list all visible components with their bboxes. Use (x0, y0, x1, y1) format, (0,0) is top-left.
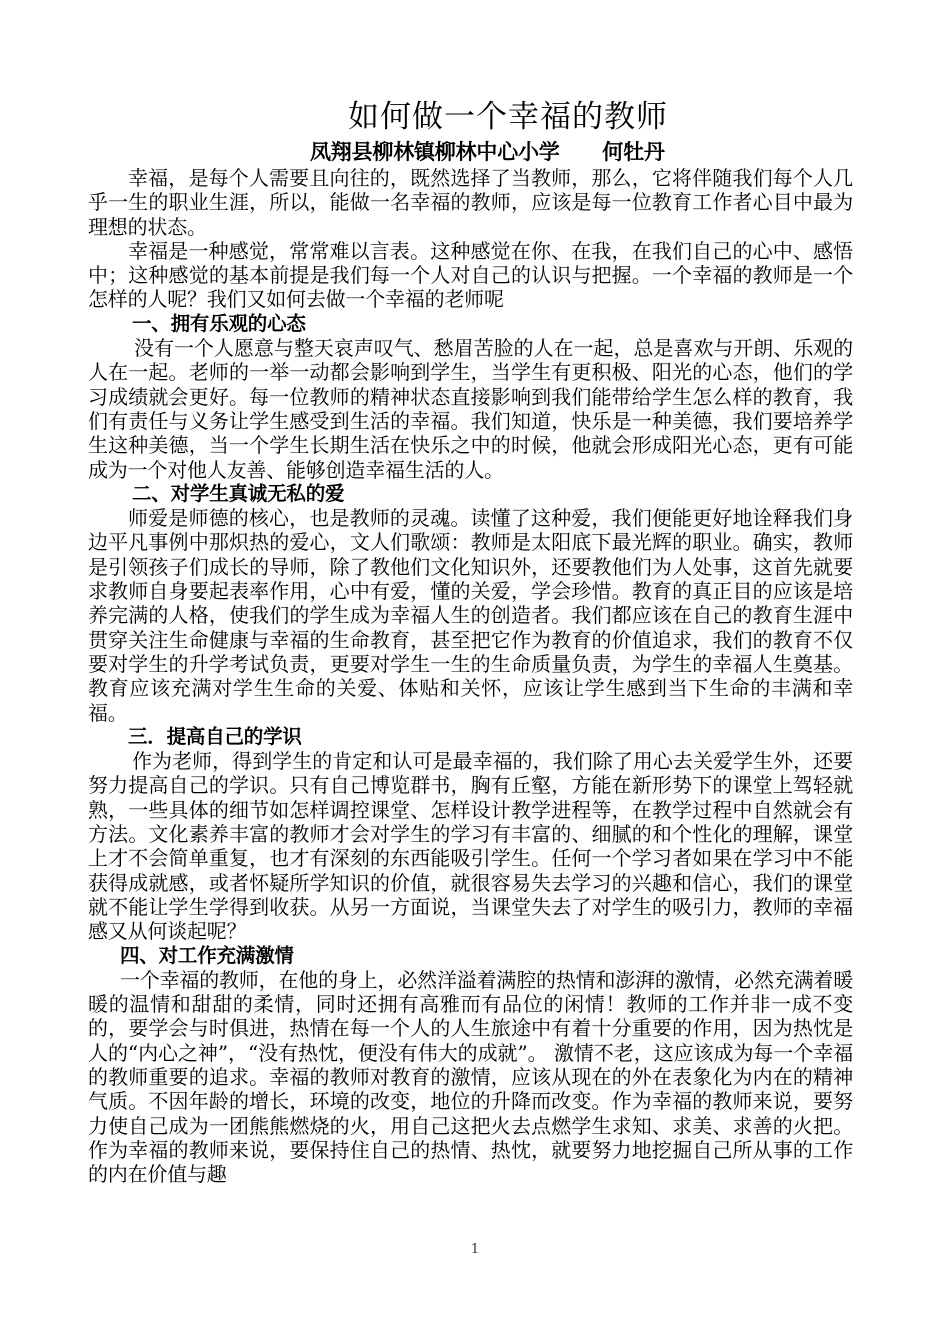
document-title: 如何做一个幸福的教师 (348, 99, 668, 135)
author-line: 凤翔县柳林镇柳林中心小学 何牡丹 (310, 140, 665, 164)
section-heading: 二、对学生真诚无私的爱 (132, 481, 345, 505)
document-body (88, 96, 853, 1186)
section-heading: 一、拥有乐观的心态 (132, 311, 306, 335)
section-heading: 四、对工作充满激情 (120, 943, 294, 967)
intro-paragraph: 幸福，是每个人需要且向往的，既然选择了当教师，那么，它将伴随我们每个人几乎一生的职业生涯，所以，能做一名幸福的教师，应该是每一位教育工作者心目中最为理想的状态。 (88, 166, 853, 239)
section-paragraph: 一个幸福的教师，在他的身上，必然洋溢着满腔的热情和澎湃的激情，必然充满着暖暖的温情和甜甜的柔情，同时还拥有高雅而有品位的闲情！教师的工作并非一成不变的，要学会与时俱进，热情在每一个人的人生旅途中有着十分重要的作用，因为热忱是人的“内心之神”，“没有热忱，便没有伟大的成就”。 激情不老，这应该成为每一个幸福的教师重要的追求。幸福的教师对教育的激情，应该从现在的外在表象化为内在的精神气质。不因年龄的增长，环境的改变，地位的升降而改变。作为幸福的教师来说，要努力使自己成为一团熊熊燃烧的火，用自己这把火去点燃学生求知、求美、求善的火把。作为幸福的教师来说，要保持住自己的热情、热忱，就要努力地挖掘自己所从事的工作的内在价值与趣 (88, 967, 853, 1187)
page-number: 1 (470, 1242, 480, 1257)
section-paragraph: 作为老师，得到学生的肯定和认可是最幸福的，我们除了用心去关爱学生外，还要努力提高自己的学识。只有自己博览群书，胸有丘壑，方能在新形势下的课堂上驾轻就熟，一些具体的细节如怎样调控课堂、怎样设计教学进程等，在教学过程中自然就会有方法。文化素养丰富的教师才会对学生的学习有丰富的、细腻的和个性化的理解，课堂上才不会简单重复，也才有深刻的东西能吸引学生。任何一个学习者如果在学习中不能获得成就感，或者怀疑所学知识的价值，就很容易失去学习的兴趣和信心，我们的课堂就不能让学生学得到收获。从另一方面说，当课堂失去了对学生的吸引力，教师的幸福感又从何谈起呢？ (88, 749, 853, 944)
section-paragraph: 没有一个人愿意与整天哀声叹气、愁眉苦脸的人在一起，总是喜欢与开朗、乐观的人在一起。老师的一举一动都会影响到学生，当学生有更积极、阳光的心态，他们的学习成绩就会更好。每一位教师的精神状态直接影响到我们能带给学生怎么样的教育，我们有责任与义务让学生感受到生活的幸福。我们知道，快乐是一种美德，我们要培养学生这种美德，当一个学生长期生活在快乐之中的时候，他就会形成阳光心态，更有可能成为一个对他人友善、能够创造幸福生活的人。 (88, 336, 853, 482)
intro-paragraph: 幸福是一种感觉，常常难以言表。这种感觉在你、在我，在我们自己的心中、感悟中；这种感觉的基本前提是我们每一个人对自己的认识与把握。一个幸福的教师是一个怎样的人呢？我们又如何去做一个幸福的老师呢 (88, 238, 853, 312)
section-paragraph: 师爱是师德的核心，也是教师的灵魂。读懂了这种爱，我们便能更好地诠释我们身边平凡事例中那炽热的爱心，文人们歌颂：教师是太阳底下最光辉的职业。确实，教师是引领孩子们成长的导师，除了教他们文化知识外，还要教他们为人处事，这首先就要求教师自身要起表率作用，心中有爱，懂的关爱，学会珍惜。教育的真正目的应该是培养完满的人格，使我们的学生成为幸福人生的创造者。我们都应该在自己的教育生涯中贯穿关注生命健康与幸福的生命教育，甚至把它作为教育的价值追求，我们的教育不仅要对学生的升学考试负责，更要对学生一生的生命质量负责，为学生的幸福人生奠基。教育应该充满对学生生命的关爱、体贴和关怀，应该让学生感到当下生命的丰满和幸福。 (88, 506, 853, 725)
section-heading: 三．提高自己的学识 (128, 724, 302, 748)
